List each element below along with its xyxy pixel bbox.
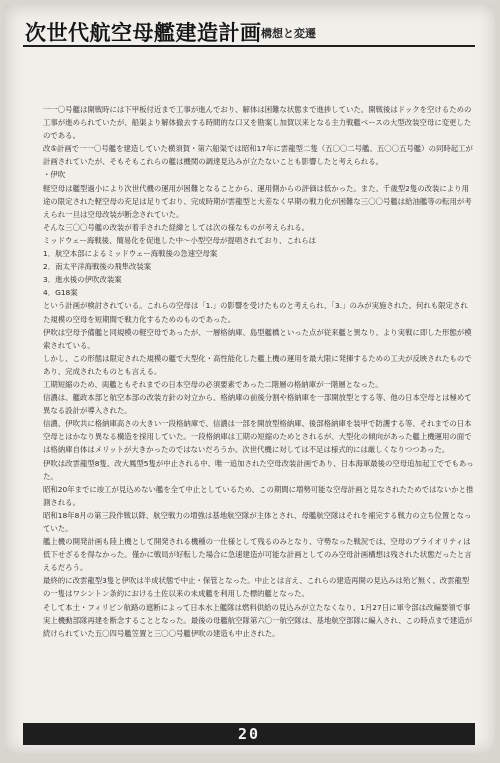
list-item: 4．G18案 — [43, 288, 78, 298]
page-footer — [23, 723, 475, 745]
list-item: 3．進水後の伊吹改装案 — [43, 275, 122, 285]
list-item: 2．南太平洋海戦後の飛隼改装案 — [43, 262, 152, 272]
paragraph: 昭和18年8月の第三段作戦以降、航空戦力の増強は基地航空隊が主体とされ、母艦航空隊はそれを補完する戦力の立ち位置となっていた。 — [43, 510, 472, 533]
paragraph: という計画が検討されている。これらの空母は「1.」の影響を受けたものと考えられ、「3.」のみが実施された。何れも限定された規模の空母を短期間で戦力化するためのものであった。 — [43, 301, 468, 324]
paragraph: 艦上機の開発計画も陸上機として開発される機種の一仕様として残るのみとなり、守勢なった戦況では、空母のプライオリティは低下せざるを得なかった。僅かに戦局が好転した場合に急速建造が可能な計画としてのみ空母計画構想は残された状態だったと言えるだろう。 — [43, 537, 472, 573]
paragraph: 工期短縮のため、両艦ともそれまでの日本空母の必須要素であった二階層の格納庫が一階層となった。 — [43, 379, 383, 389]
paragraph: 最終的に改雲龍型3隻と伊吹は半成状態で中止・保管となった。中止とは言え、これらの建造再開の見込みは殆ど無く、改雲龍型の一隻はワシントン条約における土佐以来の未成艦を利用した標的艦となった。 — [43, 576, 470, 599]
paragraph: 昭和20年までに竣工が見込めない艦を全て中止としているため、この期間に増勢可能な空母計画と見なされたためではないかと推測される。 — [43, 484, 474, 507]
book-page — [5, 5, 495, 753]
chapter-title: 次世代航空母艦建造計画 — [25, 20, 262, 45]
paragraph: 伊吹は空母予備艦と同規模の軽空母であったが、一層格納庫、島型艦橋といった点が従来艦と異なり、より実戦に即した形態が模索されている。 — [43, 327, 472, 350]
paragraph: ミッドウェー海戦後、簡易化を促進した中～小型空母が提唱されており、これらは — [43, 235, 317, 245]
paragraph: そして本土・フィリピン航路の遮断によって日本水上艦隊は燃料供給の見込みが立たなくなり、1月27日に軍令部は改編要領で事実上機動部隊再建を断念することとなった。最後の母艦航空隊第六〇一航空隊は、基地航空部隊に編入され、この時点まで建造が続けられていた五〇四号艦笠置と三〇〇号艦伊吹の建造も中止された。 — [43, 602, 473, 638]
paragraph: しかし、この形態は限定された規模の艦で大型化・高性能化した艦上機の運用を最大限に発揮するための工夫が反映されたものであり、完成されたものとも言える。 — [43, 353, 472, 376]
paragraph: 信濃は、艦政本部と航空本部の改装方針の対立から、格納庫の前後分割や格納庫を一部開放型とする等、他の日本空母とは極めて異なる設計が導入された。 — [43, 393, 472, 416]
chapter-header — [23, 15, 475, 47]
paragraph: そんな三〇〇号艦の改装が着手された経緯としては次の様なものが考えられる。 — [43, 222, 310, 232]
page-number: 20 — [237, 725, 261, 743]
paragraph: 一一〇号艦は開戦時には下甲板付近まで工事が進んでおり、解体は困難な状態まで進捗していた。開戦後はドックを空けるための工事が進められていたが、船渠より解体撤去する時間的な口又を勘案し加賀以来となる主力戦艦ベースの大型改装空母に変更したのである。 — [43, 105, 472, 141]
section-heading: ・伊吹 — [43, 170, 66, 180]
list-item: 1．航空本部によるミッドウェー海戦後の急速空母案 — [43, 249, 218, 259]
paragraph: 軽空母は艦型過小により次世代機の運用が困難となることから、運用側からの評価は低かった。また、千歳型2隻の改装により用途の限定された軽空母の充足は足りており、完成時期が雲龍型と大差なく早期の戦力化が困難な三〇〇号艦は給油艦等の転用が考えられ一旦は空母改装が断念されていた。 — [43, 183, 472, 219]
body-text — [43, 103, 475, 640]
paragraph: 改⑤計画で一一〇号艦を建造していた横須賀・第六船渠では昭和17年に雲龍型二隻（五〇〇二号艦、五〇〇五号艦）の同時起工が計画されていたが、そもそもこれらの艦は機関の調達見込みが立たないことも影響したと考えられる。 — [43, 144, 473, 167]
chapter-subtitle: 構想と変遷 — [261, 27, 316, 40]
paragraph: 信濃、伊吹共に格納庫高さの大きい一段格納庫で、信濃は一部を開放型格納庫、後部格納庫を装甲で防護する等、それまでの日本空母とはかなり異なる構造を採用していた。一段格納庫は工期の短縮のためとされるが、大型化の傾向があった艦上機運用の面では格納庫自体はメリットが大きかったのではないだろうか。次世代機に対しては不足は様式的には厳しくなりつつあった。 — [43, 419, 472, 455]
paragraph: 伊吹は改雲龍型8隻、改大鳳型5隻が中止される中、唯一追加された空母改装計画であり、日本海軍最後の空母追加起工ででもあった。 — [43, 458, 474, 481]
